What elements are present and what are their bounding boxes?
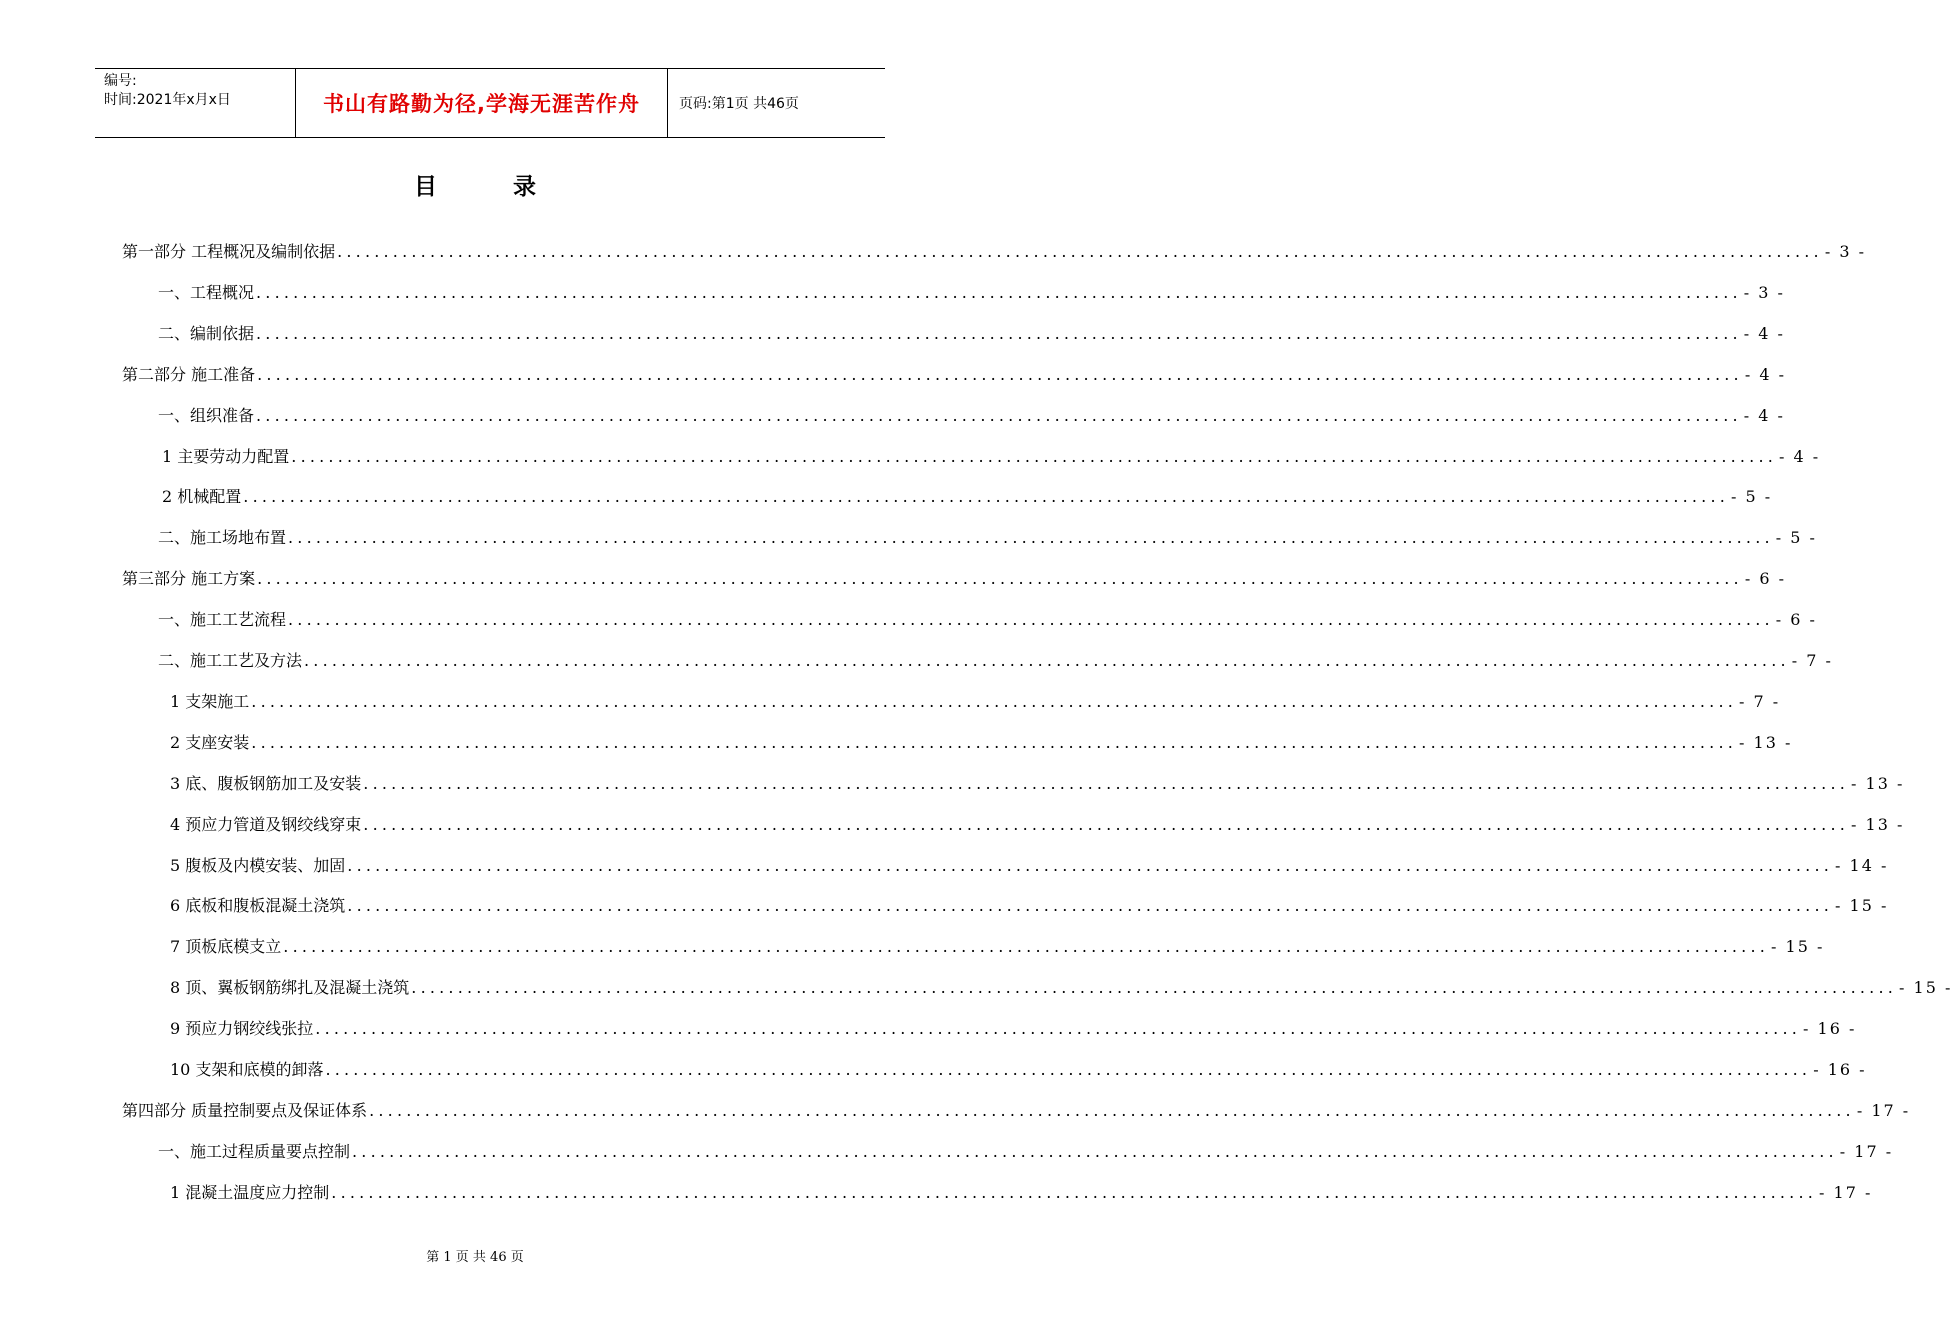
toc-dot-leader: ................................................................................................................................................................ <box>291 446 1778 466</box>
toc-entry-title: 2 机械配置 <box>162 487 242 507</box>
toc-entry[interactable] <box>122 241 1867 263</box>
toc-entry[interactable] <box>122 364 1787 386</box>
toc-entry[interactable] <box>170 855 1889 877</box>
toc-dot-leader: ................................................................................................................................................................ <box>325 1060 1812 1079</box>
toc-dot-leader: ................................................................................................................................................................ <box>288 528 1774 548</box>
toc-entry[interactable] <box>162 446 1821 468</box>
toc-entry[interactable] <box>158 323 1785 345</box>
toc-entry-title: 9 预应力钢绞线张拉 <box>170 1019 314 1039</box>
toc-entry-title: 一、施工过程质量要点控制 <box>158 1141 351 1161</box>
toc-entry[interactable] <box>170 691 1781 713</box>
toc-dot-leader: ................................................................................................................................................................ <box>304 651 1790 670</box>
document-time-label: 时间:2021年x月x日 <box>104 92 231 108</box>
toc-entry-page: - 13 - <box>1739 732 1793 752</box>
toc-dot-leader: ................................................................................................................................................................ <box>256 282 1742 302</box>
toc-entry-page: - 3 - <box>1743 282 1785 302</box>
toc-entry-page: - 7 - <box>1739 691 1781 711</box>
page-header <box>95 68 885 138</box>
toc-entry-page: - 15 - <box>1899 978 1952 998</box>
toc-dot-leader: ................................................................................................................................................................ <box>369 1100 1855 1120</box>
toc-entry[interactable] <box>170 895 1889 917</box>
toc-entry-title: 二、施工工艺及方法 <box>158 651 303 670</box>
toc-entry-title: 8 顶、翼板钢筋绑扎及混凝土浇筑 <box>170 978 410 998</box>
toc-entry-page: - 15 - <box>1835 896 1889 916</box>
toc-entry-page: - 5 - <box>1731 487 1773 507</box>
toc-entry[interactable] <box>158 282 1785 304</box>
toc-entry-title: 2 支座安装 <box>170 732 250 752</box>
toc-dot-leader: ................................................................................................................................................................ <box>315 1019 1802 1039</box>
toc-entry-title: 第二部分 施工准备 <box>122 364 256 384</box>
toc-entry-page: - 16 - <box>1803 1019 1857 1039</box>
toc-dot-leader: ................................................................................................................................................................ <box>347 896 1834 916</box>
toc-entry-page: - 4 - <box>1744 364 1787 384</box>
toc-entry-page: - 7 - <box>1791 651 1833 670</box>
title-char-right: 录 <box>513 174 536 200</box>
toc-dot-leader: ................................................................................................................................................................ <box>352 1141 1838 1161</box>
page-title <box>0 168 950 201</box>
toc-entry-title: 6 底板和腹板混凝土浇筑 <box>170 896 346 916</box>
toc-dot-leader: ................................................................................................................................................................ <box>331 1182 1818 1202</box>
toc-entry-page: - 4 - <box>1779 446 1821 466</box>
toc-dot-leader: ................................................................................................................................................................ <box>347 855 1834 875</box>
toc-entry-page: - 14 - <box>1835 855 1889 875</box>
toc-entry[interactable] <box>170 1018 1857 1040</box>
toc-entry[interactable] <box>170 773 1905 795</box>
toc-dot-leader: ................................................................................................................................................................ <box>256 323 1742 343</box>
toc-entry-page: - 3 - <box>1824 242 1867 261</box>
toc-dot-leader: ................................................................................................................................................................ <box>337 242 1823 261</box>
header-motto: 书山有路勤为径,学海无涯苦作舟 <box>296 69 668 137</box>
toc-dot-leader: ................................................................................................................................................................ <box>363 773 1850 793</box>
toc-entry-page: - 16 - <box>1813 1060 1867 1079</box>
toc-entry[interactable] <box>170 814 1905 836</box>
toc-dot-leader: ................................................................................................................................................................ <box>251 691 1738 711</box>
title-char-left: 目 <box>414 174 437 200</box>
toc-entry-page: - 6 - <box>1744 569 1787 589</box>
toc-entry-page: - 4 - <box>1743 405 1785 425</box>
toc-entry[interactable] <box>158 609 1817 631</box>
toc-entry[interactable] <box>158 527 1817 549</box>
toc-entry-page: - 17 - <box>1839 1141 1894 1161</box>
toc-entry-page: - 13 - <box>1851 773 1905 793</box>
header-page-info: 页码:第1页 共46页 <box>679 96 799 112</box>
toc-entry-title: 一、施工工艺流程 <box>158 610 287 630</box>
toc-entry-title: 第一部分 工程概况及编制依据 <box>122 242 336 261</box>
toc-entry[interactable] <box>122 1100 1911 1122</box>
toc-entry-page: - 17 - <box>1856 1100 1911 1120</box>
toc-dot-leader: ................................................................................................................................................................ <box>251 732 1738 752</box>
toc-entry[interactable] <box>170 732 1793 754</box>
toc-entry[interactable] <box>170 936 1825 958</box>
toc-entry-page: - 4 - <box>1743 323 1785 343</box>
toc-entry-title: 1 混凝土温度应力控制 <box>170 1182 330 1202</box>
toc-entry-title: 一、工程概况 <box>158 282 255 302</box>
toc-entry[interactable] <box>162 486 1773 508</box>
toc-entry-page: - 5 - <box>1775 528 1817 548</box>
toc-entry-title: 1 支架施工 <box>170 691 250 711</box>
toc-entry-title: 第三部分 施工方案 <box>122 569 256 589</box>
header-meta-cell <box>95 69 296 137</box>
toc-dot-leader: ................................................................................................................................................................ <box>257 364 1743 384</box>
toc-entry-page: - 15 - <box>1771 937 1825 957</box>
toc-entry-page: - 6 - <box>1775 610 1817 630</box>
toc-entry-title: 二、施工场地布置 <box>158 528 287 548</box>
toc-entry-title: 一、组织准备 <box>158 405 255 425</box>
toc-entry-title: 4 预应力管道及钢绞线穿束 <box>170 814 362 834</box>
toc-dot-leader: ................................................................................................................................................................ <box>243 487 1730 507</box>
toc-entry-page: - 13 - <box>1851 814 1905 834</box>
toc-entry-title: 二、编制依据 <box>158 323 255 343</box>
toc-entry-title: 5 腹板及内模安装、加固 <box>170 855 346 875</box>
toc-entry-title: 7 顶板底模支立 <box>170 937 282 957</box>
toc-entry[interactable] <box>170 1059 1867 1081</box>
page-footer: 第 1 页 共 46 页 <box>426 1250 524 1265</box>
toc-entry-title: 1 主要劳动力配置 <box>162 446 290 466</box>
toc-dot-leader: ................................................................................................................................................................ <box>257 569 1743 589</box>
toc-entry-page: - 17 - <box>1819 1182 1873 1202</box>
toc-entry-title: 10 支架和底模的卸落 <box>170 1060 324 1079</box>
toc-entry[interactable] <box>158 650 1833 672</box>
toc-dot-leader: ................................................................................................................................................................ <box>411 978 1898 998</box>
document-number-label: 编号: <box>104 73 137 89</box>
toc-entry[interactable] <box>158 405 1785 427</box>
toc-dot-leader: ................................................................................................................................................................ <box>363 814 1850 834</box>
toc-entry[interactable] <box>158 1141 1894 1163</box>
toc-entry-title: 3 底、腹板钢筋加工及安装 <box>170 773 362 793</box>
toc-entry[interactable] <box>170 977 1952 999</box>
toc-dot-leader: ................................................................................................................................................................ <box>256 405 1742 425</box>
toc-entry[interactable] <box>122 568 1787 590</box>
toc-dot-leader: ................................................................................................................................................................ <box>288 610 1774 630</box>
toc-entry-title: 第四部分 质量控制要点及保证体系 <box>122 1100 368 1120</box>
toc-dot-leader: ................................................................................................................................................................ <box>283 937 1770 957</box>
toc-entry[interactable] <box>170 1182 1873 1204</box>
